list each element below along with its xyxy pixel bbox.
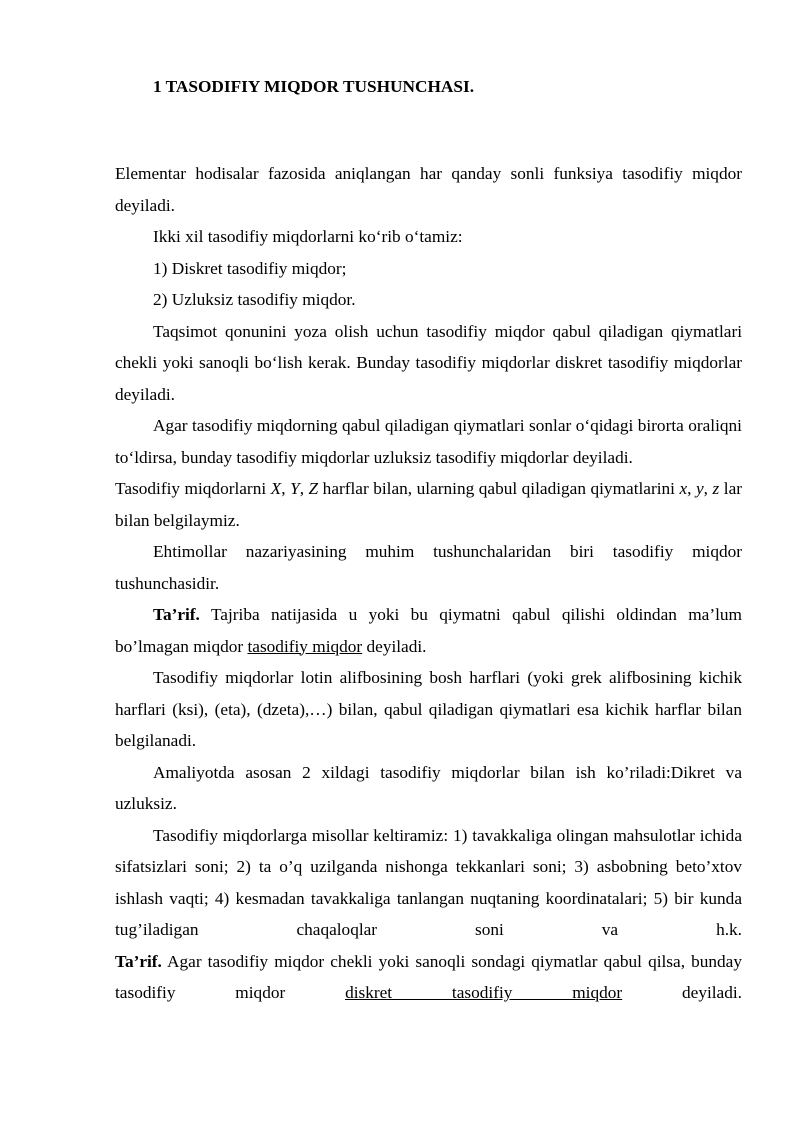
paragraph-practice: Amaliyotda asosan 2 xildagi tasodifiy miqdorlar bilan ish ko’riladi:Dikret va uzluksiz. xyxy=(115,762,742,813)
document-body xyxy=(115,158,742,1009)
term-random-variable: tasodifiy miqdor xyxy=(247,636,363,656)
paragraph-two-kinds: Ikki xil tasodifiy miqdorlarni ko‘rib o‘tamiz: xyxy=(153,227,463,246)
section-title: 1 TASODIFIY MIQDOR TUSHUNCHASI. xyxy=(153,77,475,96)
paragraph-definition-random: Ta’rif. Tajriba natijasida u yoki bu qiymatni qabul qilishi oldindan ma’lum bo’lmagan miqdor tasodifiy miqdor deyiladi. xyxy=(115,605,742,656)
paragraph-notation: Tasodifiy miqdorlarni X, Y, Z harflar bilan, ularning qabul qiladigan qiymatlarini x, y, z lar bilan belgilaymiz. xyxy=(115,479,742,530)
paragraph-examples: Tasodifiy miqdorlarga misollar keltiramiz: 1) tavakkaliga olingan mahsulotlar ichida sifatsizlari soni; 2) ta o’q uzilganda nishonga tekkanlari soni; 3) asbobning beto’xtov ishlash vaqti; 4) kesmadan tavakkaliga tanlangan nuqtaning koordinatalari; 5) bir kunda tug’iladigan chaqaloqlar soni va h.k. xyxy=(115,825,742,939)
paragraph-important-concept: Ehtimollar nazariyasining muhim tushunchalaridan biri tasodifiy miqdor tushunchasidir. xyxy=(115,542,742,593)
paragraph-definition-discrete: Ta’rif. Agar tasodifiy miqdor chekli yoki sanoqli sondagi qiymatlar qabul qilsa, bunday tasodifiy miqdor diskret tasodifiy miqdor deyiladi. xyxy=(115,951,742,1002)
paragraph-letters: Tasodifiy miqdorlar lotin alifbosining bosh harflari (yoki grek alifbosining kichik harflari (ksi), (eta), (dzeta),…) bilan, qabul qiladigan qiymatlari esa kichik harflar bilan belgilanadi. xyxy=(115,668,742,750)
definition-label: Ta’rif. xyxy=(153,605,200,624)
list-item-discrete: 1) Diskret tasodifiy miqdor; xyxy=(153,258,347,278)
list-item-continuous: 2) Uzluksiz tasodifiy miqdor. xyxy=(153,290,356,309)
paragraph-continuous: Agar tasodifiy miqdorning qabul qiladigan qiymatlari sonlar o‘qidagi birorta oraliqni to‘ldirsa, bunday tasodifiy miqdorlar uzluksiz tasodifiy miqdorlar deyiladi. xyxy=(115,416,742,467)
paragraph-definition-intro: Elementar hodisalar fazosida aniqlangan har qanday sonli funksiya tasodifiy miqdor deyiladi. xyxy=(115,164,742,215)
paragraph-distribution-law: Taqsimot qonunini yoza olish uchun tasodifiy miqdor qabul qiladigan qiymatlari chekli yoki sanoqli bo‘lish kerak. Bunday tasodifiy miqdorlar diskret tasodifiy miqdorlar deyiladi. xyxy=(115,321,742,404)
term-discrete-random-variable: diskret tasodifiy miqdor xyxy=(345,983,623,1002)
definition-label: Ta’rif. xyxy=(115,951,162,971)
